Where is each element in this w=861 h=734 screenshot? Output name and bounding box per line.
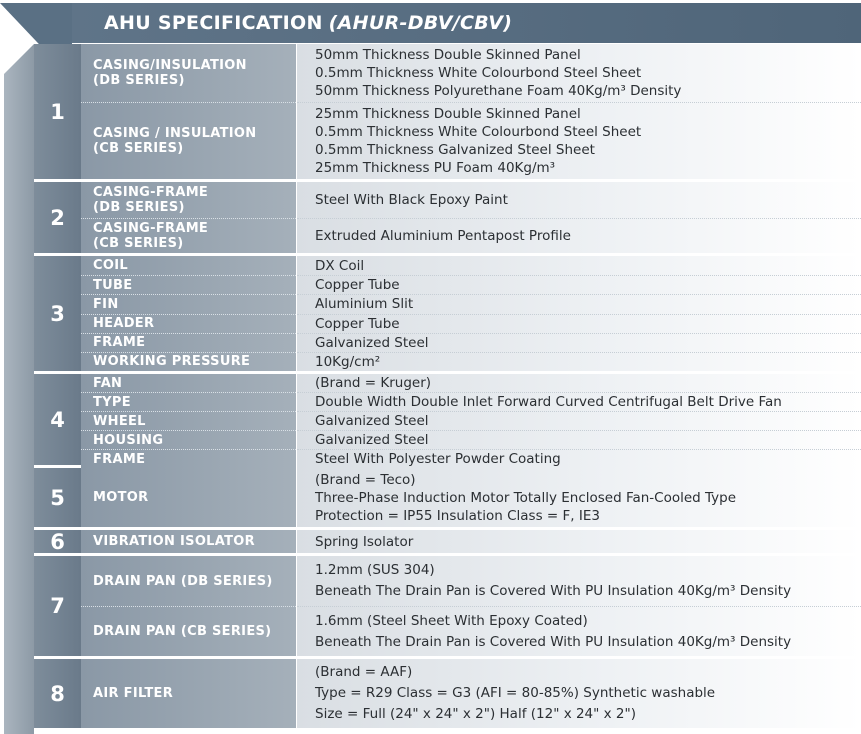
spec-label-line: (CB SERIES) (93, 235, 184, 251)
spec-label-line: TYPE (93, 394, 131, 410)
spec-value-line: Galvanized Steel (315, 334, 429, 351)
spec-row (81, 294, 861, 313)
spec-value (297, 102, 861, 179)
spec-label-line: HEADER (93, 316, 155, 332)
spec-row (81, 352, 861, 371)
spec-label-line: FRAME (93, 451, 146, 467)
section-rows (81, 530, 861, 553)
spec-row (81, 102, 861, 179)
section-number: 5 (34, 468, 81, 527)
spec-value-line: (Brand = Teco) (315, 471, 416, 488)
spec-row (81, 468, 861, 527)
section-number: 1 (34, 44, 81, 179)
spec-label-line: COIL (93, 258, 128, 274)
spec-value (297, 430, 861, 449)
spec-value-line: Aluminium Slit (315, 296, 414, 313)
spec-row (81, 392, 861, 411)
section-number: 8 (34, 659, 81, 728)
section-rows (81, 374, 861, 465)
spec-label (81, 333, 296, 352)
spec-value (297, 44, 861, 102)
spec-section-7 (34, 556, 861, 659)
spec-value-line: Double Width Double Inlet Forward Curved Centrifugal Belt Drive Fan (315, 394, 782, 410)
spec-row (81, 182, 861, 218)
spec-value-line: Beneath The Drain Pan is Covered With PU Insulation 40Kg/m³ Density (315, 633, 792, 650)
spec-title: AHU SPECIFICATION (104, 12, 323, 34)
spec-model: (AHUR-DBV/CBV) (328, 12, 513, 34)
spec-label-line: FRAME (93, 335, 146, 351)
section-number: 6 (34, 530, 81, 553)
spec-value (297, 392, 861, 411)
spec-value-line: Steel With Black Epoxy Paint (315, 191, 508, 208)
left-decorative-band (4, 44, 34, 734)
section-rows (81, 468, 861, 527)
spec-label (81, 659, 296, 728)
spec-row (81, 556, 861, 606)
section-number: 3 (34, 256, 81, 371)
spec-label (81, 102, 296, 179)
spec-value (297, 314, 861, 333)
spec-value-line: Size = Full (24" x 24" x 2") Half (12" x 24" x 2") (315, 706, 636, 722)
spec-value-line: 1.6mm (Steel Sheet With Epoxy Coated) (315, 612, 588, 629)
spec-value-line: 50mm Thickness Polyurethane Foam 40Kg/m³ Density (315, 82, 682, 99)
spec-title-bar (72, 3, 861, 43)
spec-label (81, 449, 296, 468)
spec-row (81, 333, 861, 352)
section-number: 7 (34, 556, 81, 656)
spec-value-line: 50mm Thickness Double Skinned Panel (315, 46, 581, 63)
spec-row (81, 374, 861, 392)
spec-row (81, 606, 861, 656)
spec-label-line: AIR FILTER (93, 686, 174, 701)
spec-value-line: Copper Tube (315, 277, 400, 294)
spec-value-line: Galvanized Steel (315, 413, 429, 429)
spec-value-line: 0.5mm Thickness White Colourbond Steel Sheet (315, 123, 642, 140)
section-rows (81, 256, 861, 371)
spec-value (297, 449, 861, 468)
spec-value (297, 468, 861, 527)
spec-label (81, 374, 296, 392)
spec-value (297, 556, 861, 606)
spec-label (81, 182, 296, 218)
spec-value (297, 218, 861, 254)
spec-label-line: WHEEL (93, 413, 146, 429)
spec-label-line: TUBE (93, 277, 133, 293)
section-rows (81, 182, 861, 253)
spec-row (81, 530, 861, 553)
section-rows (81, 659, 861, 728)
spec-label (81, 392, 296, 411)
spec-label-line: DRAIN PAN (CB SERIES) (93, 624, 272, 639)
spec-label (81, 294, 296, 313)
spec-value-line: Steel With Polyester Powder Coating (315, 451, 561, 467)
spec-label (81, 218, 296, 254)
spec-label-line: (CB SERIES) (93, 140, 184, 156)
spec-label-line: MOTOR (93, 490, 149, 505)
spec-value-line: (Brand = Kruger) (315, 375, 432, 391)
spec-label-line: (DB SERIES) (93, 199, 185, 215)
spec-label (81, 411, 296, 430)
spec-label (81, 530, 296, 553)
spec-label-line: HOUSING (93, 432, 164, 448)
spec-label-line: WORKING PRESSURE (93, 354, 251, 370)
spec-label-line: CASING/INSULATION (93, 57, 247, 73)
spec-value-line: Galvanized Steel (315, 432, 429, 448)
spec-section-1 (34, 44, 861, 182)
spec-label (81, 44, 296, 102)
spec-section-4 (34, 374, 861, 468)
spec-row (81, 218, 861, 254)
spec-value-line: Beneath The Drain Pan is Covered With PU Insulation 40Kg/m³ Density (315, 583, 792, 599)
spec-value (297, 659, 861, 728)
spec-value-line: Type = R29 Class = G3 (AFI = 80-85%) Synthetic washable (315, 685, 716, 701)
spec-value-line: 0.5mm Thickness Galvanized Steel Sheet (315, 141, 595, 158)
spec-value-line: 1.2mm (SUS 304) (315, 562, 435, 578)
spec-value-line: Spring Isolator (315, 533, 414, 550)
spec-value-line: Three-Phase Induction Motor Totally Enclosed Fan-Cooled Type (315, 489, 737, 506)
spec-label-line: CASING / INSULATION (93, 125, 257, 141)
spec-label-line: VIBRATION ISOLATOR (93, 534, 255, 549)
section-number: 2 (34, 182, 81, 253)
spec-row (81, 44, 861, 102)
spec-label-line: CASING-FRAME (93, 220, 209, 236)
spec-value (297, 606, 861, 656)
spec-label-line: (DB SERIES) (93, 72, 185, 88)
spec-label-line: FAN (93, 375, 123, 391)
spec-value-line: 25mm Thickness Double Skinned Panel (315, 105, 581, 122)
spec-section-8 (34, 659, 861, 731)
spec-label-line: FIN (93, 296, 119, 312)
spec-value-line: Extruded Aluminium Pentapost Profile (315, 227, 571, 244)
spec-row (81, 314, 861, 333)
section-rows (81, 556, 861, 656)
spec-label (81, 468, 296, 527)
spec-section-3 (34, 256, 861, 374)
spec-value-line: 0.5mm Thickness White Colourbond Steel Sheet (315, 64, 642, 81)
section-rows (81, 44, 861, 179)
spec-row (81, 256, 861, 275)
spec-value-line: Copper Tube (315, 315, 400, 332)
spec-label (81, 314, 296, 333)
spec-value (297, 333, 861, 352)
spec-row (81, 411, 861, 430)
spec-table (34, 44, 861, 731)
spec-value (297, 294, 861, 313)
spec-value-line: 25mm Thickness PU Foam 40Kg/m³ (315, 159, 556, 176)
spec-label-line: DRAIN PAN (DB SERIES) (93, 573, 273, 589)
spec-label (81, 275, 296, 294)
spec-label-line: CASING-FRAME (93, 184, 209, 200)
spec-value (297, 275, 861, 294)
spec-label (81, 606, 296, 656)
spec-value-line: (Brand = AAF) (315, 664, 413, 680)
spec-value (297, 411, 861, 430)
spec-value (297, 182, 861, 218)
section-number: 4 (34, 374, 81, 465)
spec-value (297, 256, 861, 275)
spec-label (81, 556, 296, 606)
spec-section-5 (34, 468, 861, 530)
spec-value-line: DX Coil (315, 257, 365, 274)
spec-label (81, 256, 296, 275)
spec-label (81, 352, 296, 371)
spec-value (297, 530, 861, 553)
spec-value-line: Protection = IP55 Insulation Class = F, IE3 (315, 507, 600, 524)
spec-value (297, 352, 861, 371)
spec-section-6 (34, 530, 861, 556)
spec-value-line: 10Kg/cm² (315, 353, 381, 370)
spec-row (81, 430, 861, 449)
spec-section-2 (34, 182, 861, 256)
spec-row (81, 449, 861, 468)
spec-label (81, 430, 296, 449)
spec-row (81, 659, 861, 728)
spec-row (81, 275, 861, 294)
spec-value (297, 374, 861, 392)
